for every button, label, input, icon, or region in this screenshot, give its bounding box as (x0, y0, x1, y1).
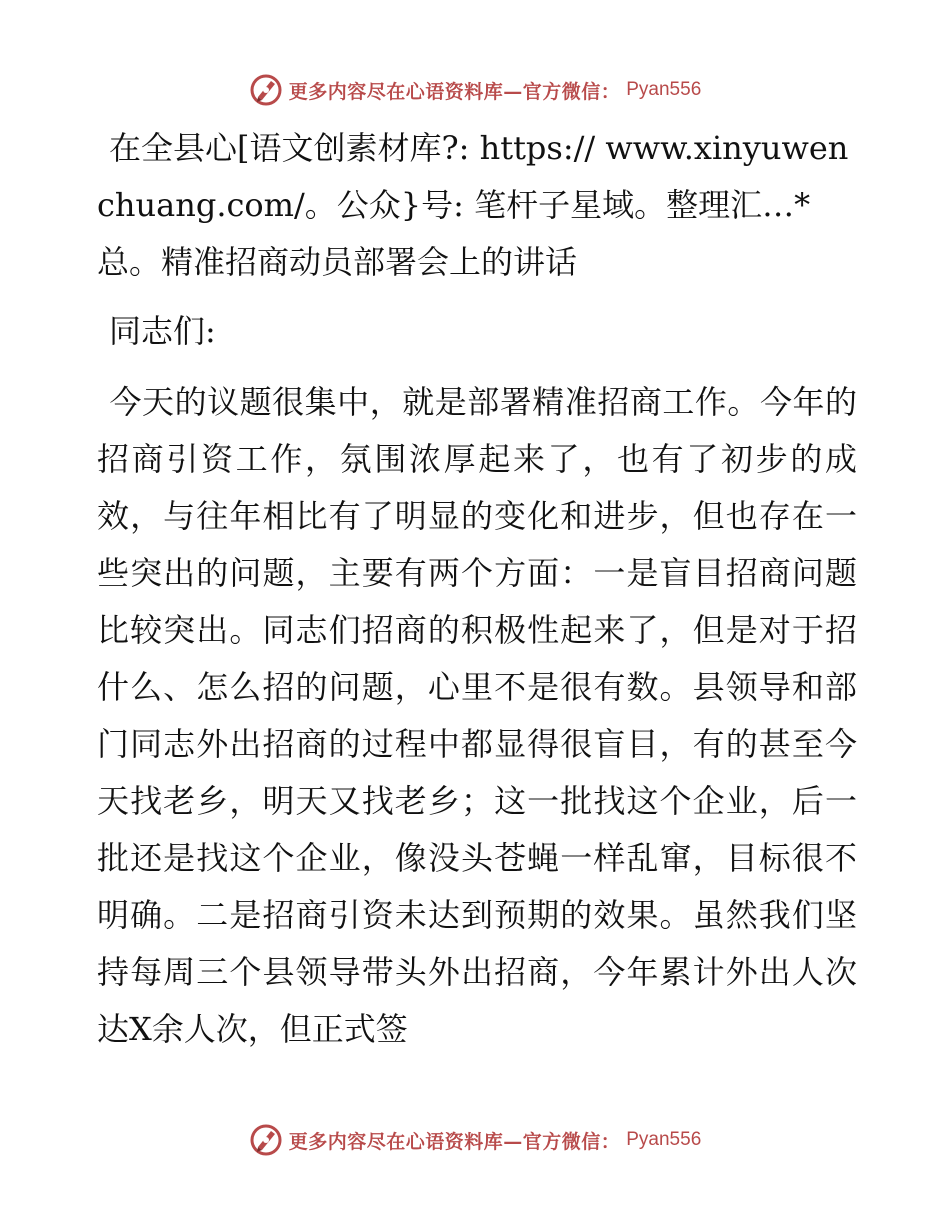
document-title-text: 在全县心[语文创素材库?: https:// www.xinyuwenchuang.com/。公众}号: 笔杆子星域。整理汇…*总。精准招商动员部署会上的讲话 (97, 129, 849, 281)
watermark-brand: Pyan556 (626, 79, 702, 100)
document-body (97, 120, 857, 1058)
watermark-text: 更多内容尽在心语资料库—官方微信： (288, 1130, 621, 1153)
watermark-banner-bottom (0, 1120, 950, 1160)
pen-logo-icon (249, 73, 283, 107)
watermark-brand: Pyan556 (626, 1129, 702, 1150)
pen-logo-icon (249, 1123, 283, 1157)
body-paragraph (97, 374, 857, 1058)
document-title (97, 120, 857, 291)
salutation: 同志们: (109, 312, 216, 350)
body-paragraph-text: 今天的议题很集中，就是部署精准招商工作。今年的招商引资工作，氛围浓厚起来了，也有了初步的成效，与往年相比有了明显的变化和进步，但也存在一些突出的问题，主要有两个方面：一是盲目招商问题比较突出。同志们招商的积极性起来了，但是对于招什么、怎么招的问题，心里不是很有数。县领导和部门同志外出招商的过程中都显得很盲目，有的甚至今天找老乡，明天又找老乡；这一批找这个企业，后一批还是找这个企业，像没头苍蝇一样乱窜，目标很不明确。二是招商引资未达到预期的效果。虽然我们坚持每周三个县领导带头外出招商，今年累计外出人次达X余人次，但正式签 (97, 383, 857, 1048)
watermark-banner-top (0, 70, 950, 110)
watermark-text: 更多内容尽在心语资料库—官方微信： (288, 80, 621, 103)
